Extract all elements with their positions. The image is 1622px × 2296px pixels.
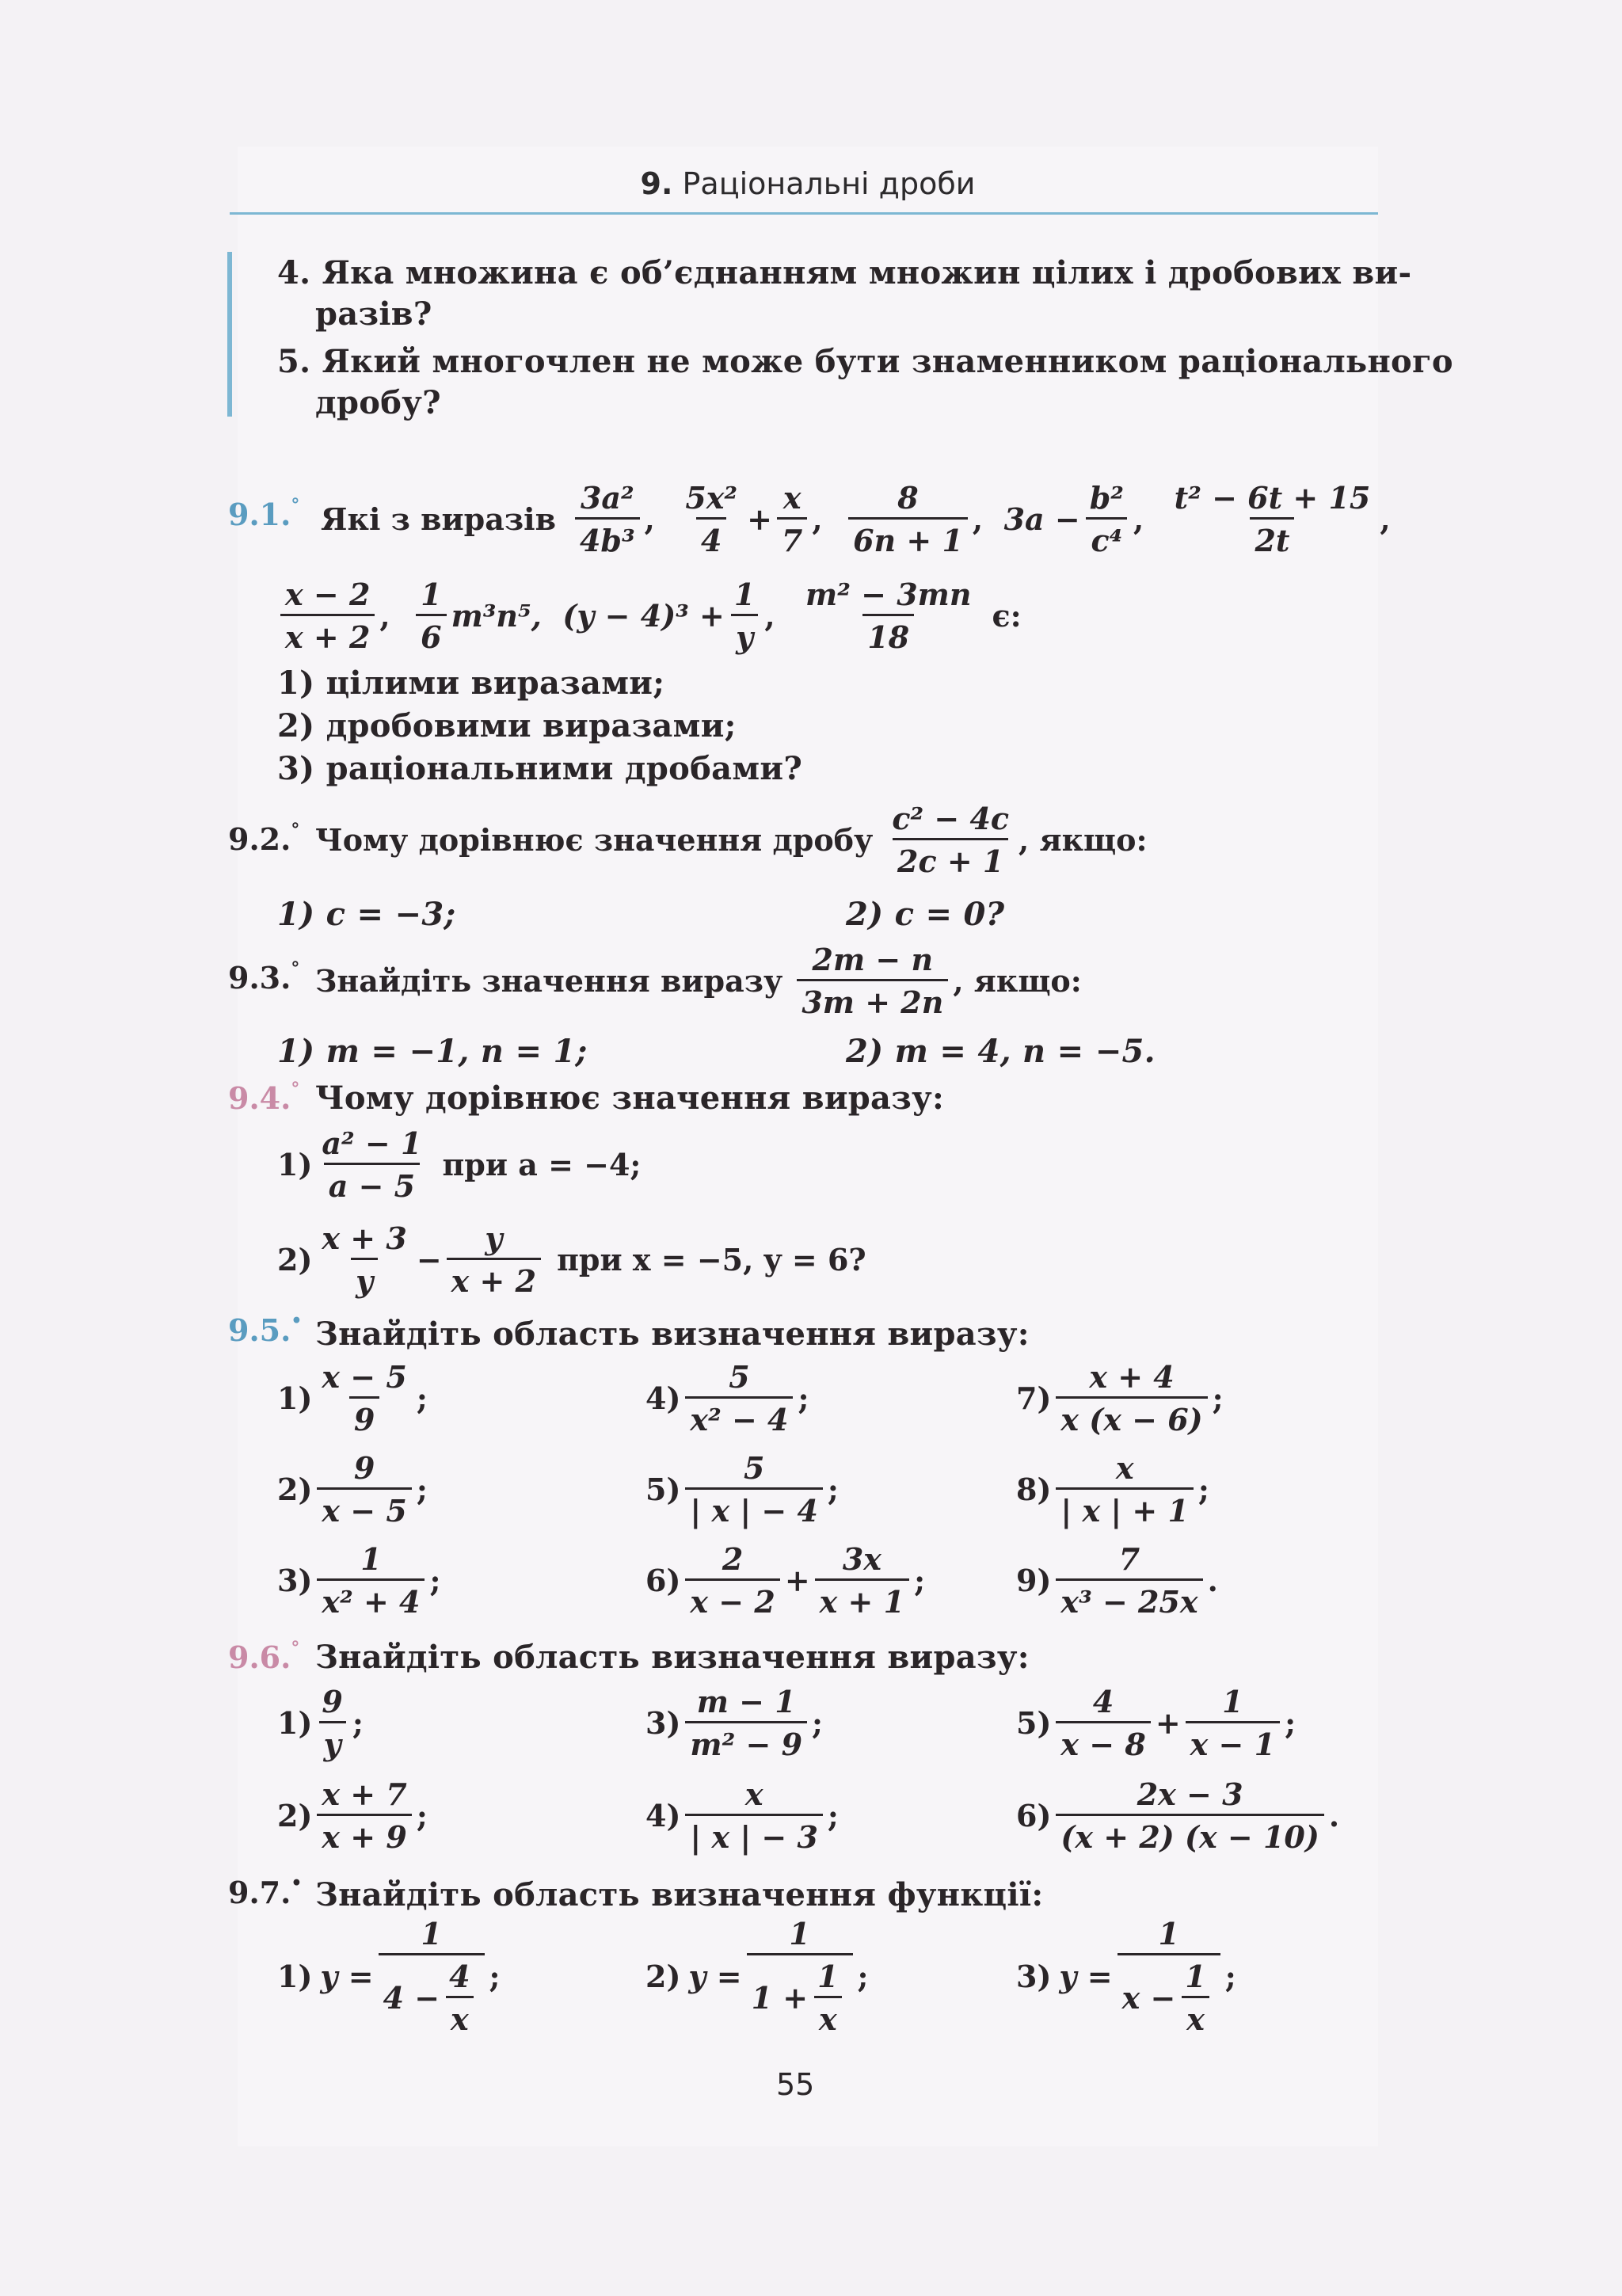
header-section-number: 9.	[640, 166, 673, 201]
exercise-9-6-item-4: 4) $\frac{x}{| x | - 3}$ ;	[645, 1776, 839, 1855]
exercise-9-2-case-1: 1) c = −3;	[277, 896, 456, 933]
exercise-9-5-item-2: 2) $\frac{9}{x - 5}$ ;	[277, 1449, 428, 1529]
exercise-9-4-statement: Чому дорівнює значення виразу:	[315, 1079, 945, 1117]
exercise-9-7-statement: Знайдіть область визначення функції:	[315, 1876, 1044, 1913]
exercise-9-5-item-9: 9) $\frac{7}{\text{x³ − 25x}}$ .	[1016, 1540, 1218, 1620]
exercise-9-1-item-1: 1) цілими виразами;	[277, 664, 665, 702]
exercise-9-1-item-2: 2) дробовими виразами;	[277, 707, 737, 744]
header-rule	[230, 212, 1378, 215]
exercise-9-2-case-2: 2) c = 0?	[846, 896, 1005, 933]
exercise-9-5-item-6: 6) $\frac{2}{x - 2}$ + $\frac{3x}{x + 1}$ ;	[645, 1540, 926, 1620]
exercise-9-7-item-3: 3) y = 1 x − $\frac{1}{x}$ ;	[1016, 1915, 1236, 2037]
exercise-9-1-expressions-row-1: Які з виразів $\frac{\text{3a²}}{\text{4b³}}$ , $\frac{\text{5x²}}{4}$ + $\frac{x}{7}$ , $\frac{8}{6n + 1}$ , 3a − $\frac{\text{b²}}{\text{c⁴}}$ , $\frac{\text{t² − 6t + 15}}{2t}$ ,	[321, 479, 1391, 558]
exercise-9-4-item-1: 1) $\frac{\text{a² − 1}}{a - 5}$ при a = −4;	[277, 1125, 642, 1204]
page-number: 55	[776, 2067, 815, 2102]
exercise-9-3-statement: Знайдіть значення виразу $\frac{2m - n}{3m + 2n}$ , якщо:	[315, 941, 1082, 1020]
question-4-line-1: 4. Яка множина є об’єднанням множин цілих і дробових ви-	[277, 254, 1412, 291]
exercise-9-2-statement: Чому дорівнює значення дробу $\frac{\text{c² − 4c}}{2c + 1}$ , якщо:	[315, 800, 1148, 879]
exercise-9-6-number: 9.6.°	[228, 1638, 300, 1675]
running-header	[238, 166, 1378, 201]
exercise-9-7-number: 9.7.•	[228, 1873, 303, 1910]
header-title: Раціональні дроби	[682, 166, 976, 201]
exercise-9-5-item-7: 7) $\frac{x + 4}{x (x - 6)}$ ;	[1016, 1358, 1224, 1437]
exercise-9-5-item-1: 1) $\frac{x - 5}{9}$ ;	[277, 1358, 428, 1437]
exercise-9-3-case-1: 1) m = −1, n = 1;	[277, 1033, 588, 1070]
exercise-9-5-number: 9.5.•	[228, 1311, 303, 1348]
exercise-9-7-item-2: 2) y = 1 1 + $\frac{1}{x}$ ;	[645, 1915, 869, 2037]
exercise-9-5-statement: Знайдіть область визначення виразу:	[315, 1316, 1030, 1353]
exercise-9-2-number: 9.2.°	[228, 820, 300, 857]
exercise-9-3-case-2: 2) m = 4, n = −5.	[846, 1033, 1156, 1070]
exercise-9-6-item-6: 6) $\frac{2x - 3}{(x + 2) (x - 10)}$ .	[1016, 1776, 1340, 1855]
exercise-9-6-statement: Знайдіть область визначення виразу:	[315, 1639, 1030, 1676]
exercise-9-3-number: 9.3.°	[228, 958, 300, 996]
exercise-9-6-item-3: 3) $\frac{m - 1}{\text{m² − 9}}$ ;	[645, 1683, 824, 1762]
question-5-line-2: дробу?	[315, 384, 441, 421]
question-5-line-1: 5. Який многочлен не може бути знаменником раціонального	[277, 343, 1453, 380]
exercise-9-6-item-1: 1) $\frac{9}{y}$ ;	[277, 1683, 364, 1762]
exercise-9-6-item-2: 2) $\frac{x + 7}{x + 9}$ ;	[277, 1776, 428, 1855]
exercise-9-1-item-3: 3) раціональними дробами?	[277, 750, 803, 787]
exercise-9-5-item-5: 5) $\frac{5}{| x | - 4}$ ;	[645, 1449, 839, 1529]
exercise-9-5-item-4: 4) $\frac{5}{\text{x² − 4}}$ ;	[645, 1358, 809, 1437]
exercise-9-4-item-2: 2) $\frac{x + 3}{y}$ − $\frac{y}{x + 2}$ при x = −5, y = 6?	[277, 1220, 866, 1299]
exercise-9-1-expressions-row-2: $\frac{x - 2}{x + 2}$ , $\frac{1}{6}$ m³n⁵, (y − 4)³ + $\frac{1}{y}$ , $\frac{\text{m² − 3mn}}{18}$ є:	[276, 572, 1022, 659]
exercise-9-7-item-1: 1) y = 1 4 − $\frac{4}{x}$ ;	[277, 1915, 501, 2037]
exercise-9-4-number: 9.4.°	[228, 1079, 300, 1116]
question-4-line-2: разів?	[315, 295, 432, 333]
exercise-9-5-item-8: 8) $\frac{x}{| x | + 1}$ ;	[1016, 1449, 1209, 1529]
questions-side-bar	[227, 252, 232, 417]
exercise-9-6-item-5: 5) $\frac{4}{x - 8}$ + $\frac{1}{x - 1}$ ;	[1016, 1683, 1296, 1762]
exercise-9-1-number: 9.1.°	[228, 495, 300, 532]
exercise-9-5-item-3: 3) $\frac{1}{\text{x² + 4}}$ ;	[277, 1540, 441, 1620]
